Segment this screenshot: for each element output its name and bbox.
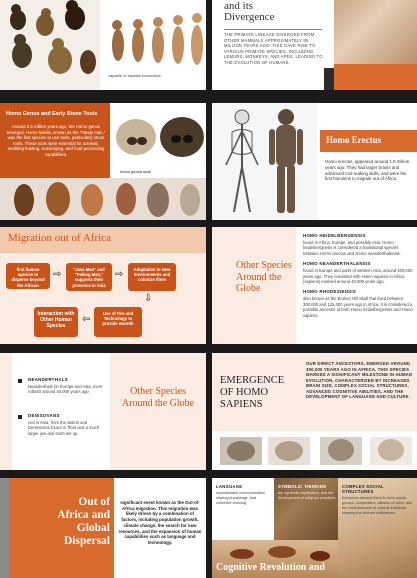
slide-title-line: Global	[76, 522, 110, 534]
slide-body: Around 2.5 million years ago, the Homo genus emerged. Homo habilis, known as the "handy man," was the first species to use tools, particularly stone tools. These tools were essential for survival, enabling hunting, scavenging, and food processing capabilities.	[6, 124, 106, 157]
slide-caption: capable of bipedal locomotive.	[108, 73, 162, 78]
divider	[224, 29, 322, 30]
primates-illustration	[0, 0, 206, 90]
bullet-icon	[18, 379, 22, 383]
slide-body: OUR DIRECT ANCESTORS, EMERGED AROUND 300,000 YEARS AGO IN AFRICA. THIS SPECIES MARKED A SIGNIFICANT MILESTONE IN HUMAN EVOLUTION, CHARACTERIZED BY INCREASED BRAIN SIZE, COMPLEX SOCIAL STRUCTURES, ADVANCED COGNITIVE ABILITIES, AND THE DEVELOPMENT OF LANGUAGE AND CULTURE.	[306, 361, 413, 399]
column-text: behaviors allowed them to form social groups, cooperation, division of labor, and the establishment of cultural traditions, shaping the diverse civilizations	[342, 496, 413, 515]
slide-title: Other Species Around the Globe	[121, 386, 195, 409]
slide-body: Homo erectus, appeared around 1.8 million years ago. They had larger brains and advanced tool-making skills, and were the first hominins to migrate out of Africa	[325, 159, 410, 182]
fossil-image	[334, 0, 417, 64]
slide-title-line: Divergence	[224, 11, 275, 23]
slide-homo-genus[interactable]	[0, 103, 206, 220]
accent-bar	[334, 64, 417, 90]
slide-title: Other Species Around the Globe	[236, 260, 292, 294]
flow-box[interactable]: "Java Man" and "Peking Man," supports their presence in Asia	[66, 263, 112, 291]
flow-box[interactable]: Adaptation to New Environments and colonize them	[128, 263, 176, 291]
species-name: HOMO RHODESIENSIS	[303, 289, 357, 295]
slide-title-line: Out of	[78, 496, 110, 508]
column-text: sophisticated communication, sharing knowledge, and collective learning	[216, 491, 266, 505]
slide-out-of-africa[interactable]	[0, 478, 206, 578]
slide-homo-erectus[interactable]	[212, 103, 417, 220]
stone-tools-image	[0, 178, 206, 220]
species-name: DENISOVANS	[28, 413, 60, 418]
slide-primates[interactable]	[0, 0, 206, 90]
slide-title: Migration out of Africa	[8, 232, 111, 244]
slide-title-line: and its	[224, 0, 254, 12]
slide-divergence[interactable]	[212, 0, 417, 90]
species-name: HOMO HEIDELBERGENSIS	[303, 233, 366, 238]
slide-homo-sapiens[interactable]	[212, 353, 417, 470]
slide-cognitive-revolution[interactable]	[212, 478, 417, 578]
slide-title: Homo Genus and Early Stone Tools	[6, 111, 98, 117]
species-name: HOMO NEANDERTHALENSIS	[303, 261, 371, 267]
species-text: found in Africa, Europe, and possibly Asia. Homo heidelbergensis is considered a transitional species between Homo erectus and Homo neanderthalensis.	[303, 240, 401, 256]
slide-title-line: OF HOMO	[220, 387, 269, 398]
dark-strip	[324, 68, 334, 90]
arrow-left-icon: ⇦	[82, 314, 91, 325]
slide-title-line: EMERGENCE	[220, 375, 285, 386]
flow-box[interactable]: Use of Fire and Technology to provide warmth	[94, 307, 142, 337]
slide-body: significant event known as the Out-of-Africa migration. This migration was likely driven by a combination of factors, including population growth, climate change, the search for new resources, and the expansion of human capabilities such as language and technology.	[118, 500, 202, 545]
slide-body: THE PRIMATE LINEAGE DIVERGED FROM OTHER MAMMALS APPROXIMATELY 85 MILLION YEARS AGO. THIS GAVE RISE TO VARIOUS PRIMATE SPECIES, INCLUDING LEMURS, MONKEYS, AND APES, LEADING TO THE EVOLUTION OF HUMANS.	[224, 32, 323, 65]
skeleton-body-image	[214, 107, 314, 217]
column-text: art, symbolic expression, and the development of religious practices	[278, 491, 336, 500]
slide-title-line: SAPIENS	[220, 399, 263, 410]
slide-title-line: Dispersal	[64, 535, 110, 547]
slide-other-species-2[interactable]	[0, 353, 206, 470]
slide-footer-title: Cognitive Revolution and	[216, 562, 325, 573]
species-text: found in Europe and parts of western Asia, around 400,000 years ago. They coexisted with Homo sapiens in Africa (sapiens) evolved around 40,000 years ago.	[303, 268, 413, 285]
column-heading: COMPLEX SOCIAL STRUCTURES	[342, 484, 384, 494]
skull-images	[112, 115, 206, 171]
column-heading: LANGUAGE	[216, 484, 243, 489]
slide-title-line: Africa and	[57, 509, 110, 521]
arrow-right-icon: ⇨	[53, 269, 62, 280]
column-heading: SYMBOLIC THINKING	[278, 484, 327, 489]
arrow-right-icon: ⇨	[115, 269, 124, 280]
slide-migration[interactable]	[0, 227, 206, 344]
species-text: Neanderthals (in Europe and Asia, more robust) around 40,000 years ago	[28, 384, 103, 395]
slide-other-species[interactable]	[212, 227, 417, 344]
species-text: also known as the Broken Hill Skull that lived between 300,000 and 125,000 years ago in Africa. It is considered a possible ancestor of both Homo heidelbergensis and Homo sapiens.	[303, 296, 413, 318]
bullet-icon	[18, 415, 22, 419]
skulls-row-image	[220, 433, 412, 467]
flow-box[interactable]: first human species to disperse beyond the African continent	[6, 263, 50, 289]
slide-title: Homo Erectus	[326, 135, 382, 145]
species-text: ced in Asia, from the widest and Denisovans found in Tibet and a much larger jaw and tooth set up	[28, 420, 100, 436]
flow-box[interactable]: Interaction with Other Human Species	[34, 307, 78, 337]
arrow-down-icon: ⇩	[144, 293, 153, 304]
species-name: NEANDERTHALS	[28, 377, 68, 382]
skull-label: homo genus skull	[120, 169, 152, 174]
